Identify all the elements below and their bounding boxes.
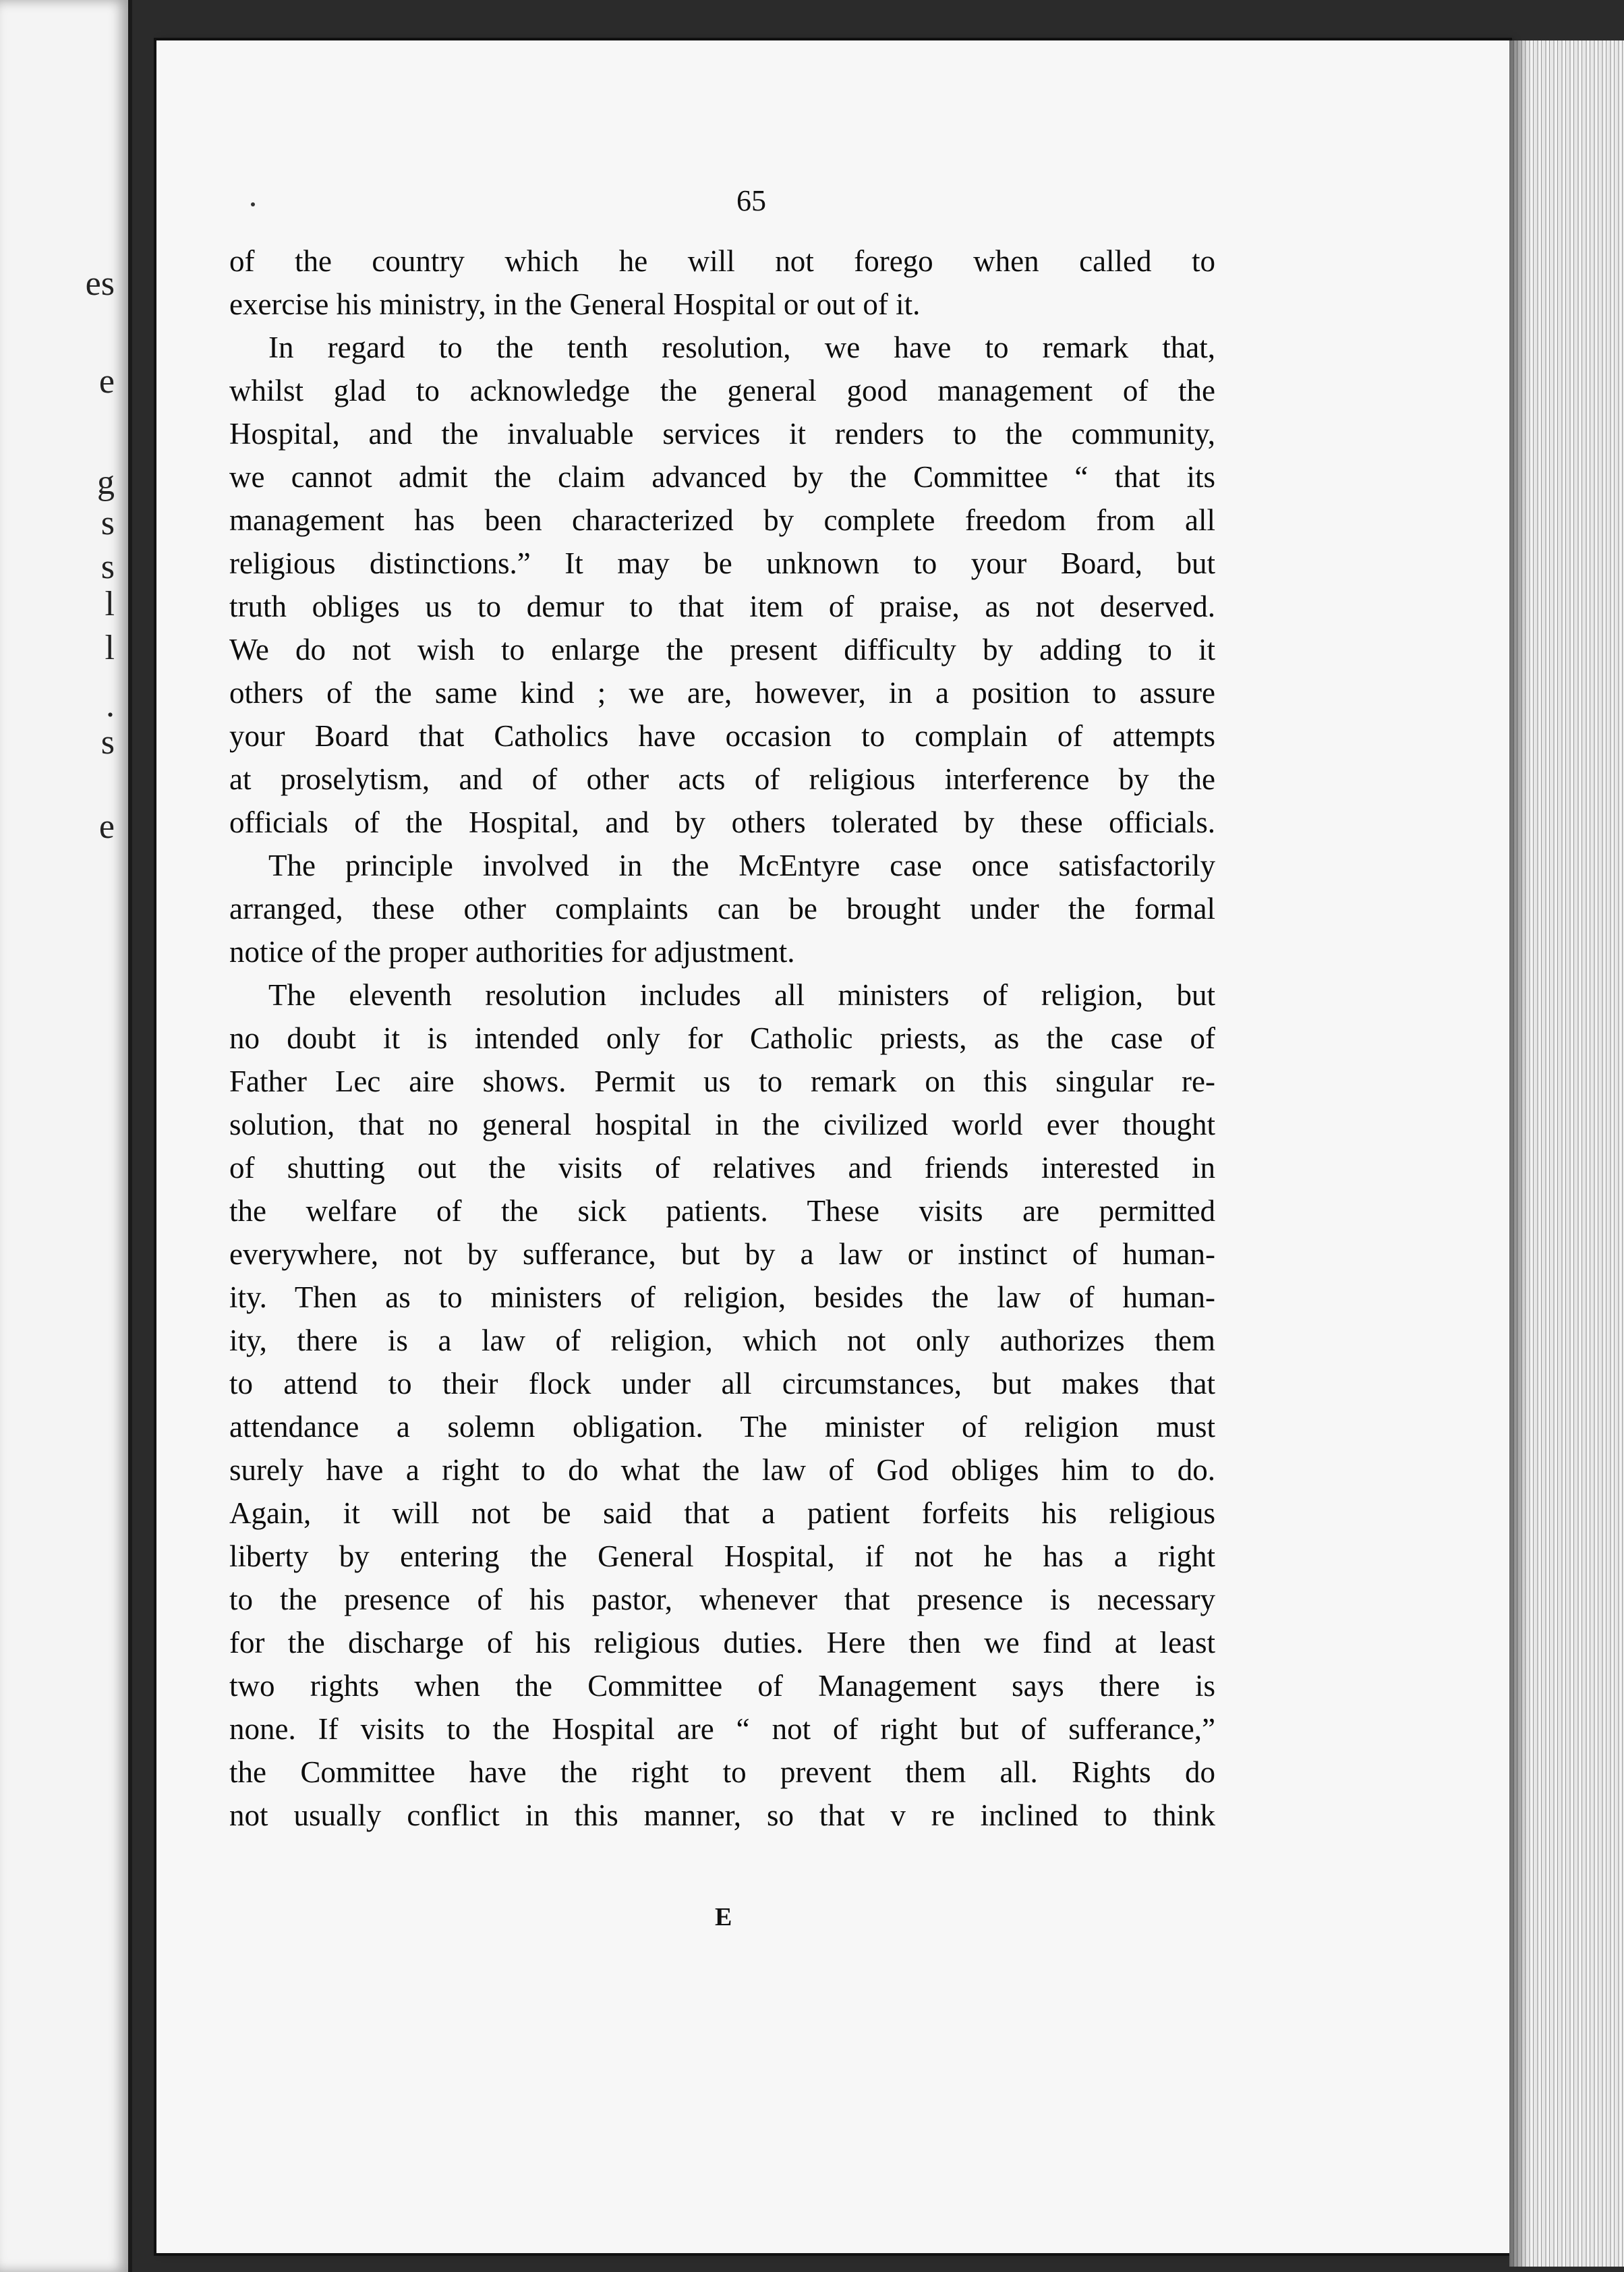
signature-mark: E bbox=[715, 1903, 732, 1931]
text-line: officials of the Hospital, and by others tolerated by these officials. bbox=[229, 805, 1215, 839]
text-line: we cannot admit the claim advanced by the Committee “ that its bbox=[229, 460, 1215, 494]
text-line: whilst glad to acknowledge the general good management of the bbox=[229, 374, 1215, 407]
text-line: Again, it will not be said that a patient forfeits his religious bbox=[229, 1496, 1215, 1530]
facing-page-fragment: e bbox=[98, 807, 115, 846]
facing-page-fragment: l bbox=[105, 585, 115, 623]
text-line: liberty by entering the General Hospital, if not he has a right bbox=[229, 1539, 1215, 1573]
text-line: of the country which he will not forego when called to bbox=[229, 244, 1215, 278]
text-line: notice of the proper authorities for adjustment. bbox=[229, 935, 795, 969]
text-line: We do not wish to enlarge the present difficulty by adding to it bbox=[229, 633, 1215, 666]
text-line: for the discharge of his religious duties. Here then we find at least bbox=[229, 1626, 1215, 1659]
page-edges-shadow bbox=[1509, 40, 1528, 2267]
text-line: none. If visits to the Hospital are “ not of right but of sufferance,” bbox=[229, 1712, 1215, 1746]
text-line: of shutting out the visits of relatives and friends interested in bbox=[229, 1151, 1215, 1185]
facing-page-fragment: s bbox=[100, 723, 115, 762]
text-line: to the presence of his pastor, whenever that presence is necessary bbox=[229, 1583, 1215, 1616]
text-line: solution, that no general hospital in the civilized world ever thought bbox=[229, 1108, 1215, 1141]
body-text bbox=[229, 239, 1215, 1837]
page-number: 65 bbox=[736, 184, 766, 217]
speck bbox=[251, 202, 255, 206]
facing-page-fragment: . bbox=[106, 686, 115, 725]
text-line: ity. Then as to ministers of religion, besides the law of human- bbox=[229, 1280, 1215, 1314]
text-line: others of the same kind ; we are, however, in a position to assure bbox=[229, 676, 1215, 710]
text-line: to attend to their flock under all circumstances, but makes that bbox=[229, 1367, 1215, 1400]
text-line: the welfare of the sick patients. These visits are permitted bbox=[229, 1194, 1215, 1228]
facing-page-fragment: s bbox=[100, 504, 115, 542]
facing-page-fragment: g bbox=[97, 463, 115, 502]
text-line: attendance a solemn obligation. The minister of religion must bbox=[229, 1410, 1215, 1444]
text-line: Hospital, and the invaluable services it renders to the community, bbox=[229, 417, 1215, 451]
facing-page-fragment: e bbox=[98, 362, 115, 401]
text-line: religious distinctions.” It may be unknown to your Board, but bbox=[229, 546, 1215, 580]
text-line: In regard to the tenth resolution, we have to remark that, bbox=[268, 331, 1215, 364]
text-line: two rights when the Committee of Management says there is bbox=[229, 1669, 1215, 1703]
text-line: The eleventh resolution includes all ministers of religion, but bbox=[268, 978, 1215, 1012]
text-line: exercise his ministry, in the General Hospital or out of it. bbox=[229, 287, 921, 321]
text-line: your Board that Catholics have occasion to complain of attempts bbox=[229, 719, 1215, 753]
text-line: not usually conflict in this manner, so that v re inclined to think bbox=[229, 1798, 1215, 1832]
text-line: at proselytism, and of other acts of religious interference by the bbox=[229, 762, 1215, 796]
facing-page-fragment: l bbox=[105, 629, 115, 667]
text-line: the Committee have the right to prevent them all. Rights do bbox=[229, 1755, 1215, 1789]
facing-page bbox=[0, 0, 132, 2272]
text-line: Father Lec aire shows. Permit us to remark on this singular re- bbox=[229, 1064, 1215, 1098]
facing-page-fragment: es bbox=[85, 264, 115, 303]
text-line: The principle involved in the McEntyre case once satisfactorily bbox=[268, 849, 1215, 882]
text-line: truth obliges us to demur to that item of praise, as not deserved. bbox=[229, 590, 1215, 623]
text-line: everywhere, not by sufferance, but by a law or instinct of human- bbox=[229, 1237, 1215, 1271]
text-line: no doubt it is intended only for Catholic priests, as the case of bbox=[229, 1021, 1215, 1055]
text-line: management has been characterized by complete freedom from all bbox=[229, 503, 1215, 537]
facing-page-fragment: s bbox=[100, 548, 115, 586]
text-line: ity, there is a law of religion, which not only authorizes them bbox=[229, 1324, 1215, 1357]
text-line: arranged, these other complaints can be brought under the formal bbox=[229, 892, 1215, 926]
text-line: surely have a right to do what the law of God obliges him to do. bbox=[229, 1453, 1215, 1487]
